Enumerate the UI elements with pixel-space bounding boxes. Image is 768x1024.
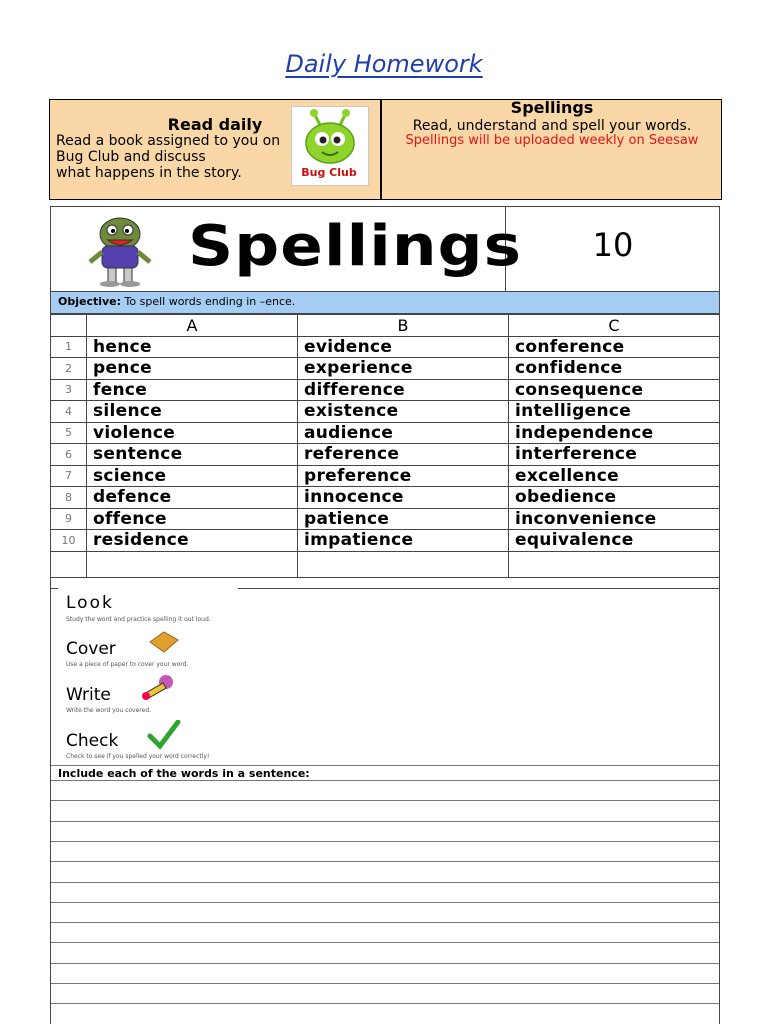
word-column-c: intelligence: [509, 401, 720, 423]
word-column-a: defence: [87, 487, 298, 509]
page-title: Daily Homework: [285, 50, 483, 78]
table-row: [51, 465, 720, 487]
table-row: [51, 530, 720, 552]
spelling-words-table: [50, 314, 720, 578]
word-column-a: hence: [87, 336, 298, 358]
blank-cell: [509, 551, 720, 577]
word-column-b: innocence: [298, 487, 509, 509]
writing-line[interactable]: [51, 942, 719, 943]
table-row: [51, 379, 720, 401]
cover-word: Cover: [66, 639, 116, 659]
word-column-c: independence: [509, 422, 720, 444]
row-number: 10: [51, 530, 87, 552]
word-column-c: interference: [509, 444, 720, 466]
word-column-b: audience: [298, 422, 509, 444]
word-column-a: violence: [87, 422, 298, 444]
writing-line[interactable]: [51, 1003, 719, 1004]
write-instruction: Write the word you covered.: [66, 707, 152, 714]
read-daily-heading: Read daily: [167, 115, 263, 134]
row-number: 4: [51, 401, 87, 423]
column-c-header: C: [509, 315, 720, 337]
blank-cell: [51, 551, 87, 577]
column-a-header: A: [87, 315, 298, 337]
word-column-c: conference: [509, 336, 720, 358]
table-header-row: [51, 315, 720, 337]
look-label: [66, 593, 114, 613]
objective-label: Objective:: [58, 295, 122, 308]
blank-cell: [298, 551, 509, 577]
objective-text: [58, 295, 295, 308]
writing-line[interactable]: [51, 780, 719, 781]
blank-table-row: [51, 551, 720, 577]
spellings-instruction: Read, understand and spell your words.: [412, 118, 692, 134]
writing-line[interactable]: [51, 902, 719, 903]
table-row: [51, 487, 720, 509]
check-word: Check: [66, 731, 119, 751]
word-column-c: equivalence: [509, 530, 720, 552]
paper-icon: [146, 630, 182, 658]
word-column-a: pence: [87, 358, 298, 380]
table-row: [51, 444, 720, 466]
write-word: Write: [66, 685, 111, 705]
look-instruction: Study the word and practice spelling it out loud.: [66, 616, 211, 623]
word-column-b: reference: [298, 444, 509, 466]
word-column-b: difference: [298, 379, 509, 401]
sentence-section-top-rule: [51, 765, 719, 766]
cover-instruction: Use a piece of paper to cover your word.: [66, 661, 189, 668]
table-row: [51, 336, 720, 358]
word-column-c: obedience: [509, 487, 720, 509]
word-column-b: evidence: [298, 336, 509, 358]
writing-line[interactable]: [51, 841, 719, 842]
row-number: 9: [51, 508, 87, 530]
column-b-header: B: [298, 315, 509, 337]
spellings-seesaw-note: Spellings will be uploaded weekly on Seesaw: [405, 133, 699, 148]
word-column-a: sentence: [87, 444, 298, 466]
table-row: [51, 422, 720, 444]
row-number: 6: [51, 444, 87, 466]
spellings-heading: Spellings: [510, 98, 594, 117]
writing-line[interactable]: [51, 983, 719, 984]
row-number: 7: [51, 465, 87, 487]
monster-mascot-icon: [76, 212, 162, 288]
word-column-c: excellence: [509, 465, 720, 487]
bug-club-logo-text: Bug Club: [301, 166, 357, 179]
number-column-header: [51, 315, 87, 337]
word-column-a: science: [87, 465, 298, 487]
row-number: 8: [51, 487, 87, 509]
word-column-b: existence: [298, 401, 509, 423]
blank-cell: [87, 551, 298, 577]
look-word: Look: [66, 593, 114, 613]
word-column-b: impatience: [298, 530, 509, 552]
sentence-instruction: Include each of the words in a sentence:: [58, 767, 310, 780]
writing-line[interactable]: [51, 800, 719, 801]
week-number: 10: [592, 226, 634, 264]
row-number: 2: [51, 358, 87, 380]
info-box-divider: [380, 99, 382, 200]
read-daily-line-3: what happens in the story.: [56, 165, 242, 181]
checkmark-icon: [146, 720, 182, 754]
word-column-c: confidence: [509, 358, 720, 380]
word-column-b: patience: [298, 508, 509, 530]
writing-line[interactable]: [51, 922, 719, 923]
read-daily-line-2: Bug Club and discuss: [56, 149, 206, 165]
table-row: [51, 358, 720, 380]
row-number: 1: [51, 336, 87, 358]
writing-line[interactable]: [51, 963, 719, 964]
word-column-a: fence: [87, 379, 298, 401]
word-column-a: silence: [87, 401, 298, 423]
read-daily-line-1: Read a book assigned to you on: [56, 133, 281, 149]
word-column-c: consequence: [509, 379, 720, 401]
row-number: 3: [51, 379, 87, 401]
writing-line[interactable]: [51, 882, 719, 883]
check-instruction: Check to see if you spelled your word correctly!: [66, 753, 210, 760]
table-row: [51, 508, 720, 530]
word-column-c: inconvenience: [509, 508, 720, 530]
word-column-b: preference: [298, 465, 509, 487]
word-column-a: offence: [87, 508, 298, 530]
word-column-a: residence: [87, 530, 298, 552]
word-column-b: experience: [298, 358, 509, 380]
pencil-icon: [136, 674, 176, 706]
writing-line[interactable]: [51, 861, 719, 862]
spellings-banner-title: Spellings: [188, 214, 523, 279]
objective-description: To spell words ending in –ence.: [121, 295, 296, 308]
row-number: 5: [51, 422, 87, 444]
table-row: [51, 401, 720, 423]
writing-line[interactable]: [51, 821, 719, 822]
